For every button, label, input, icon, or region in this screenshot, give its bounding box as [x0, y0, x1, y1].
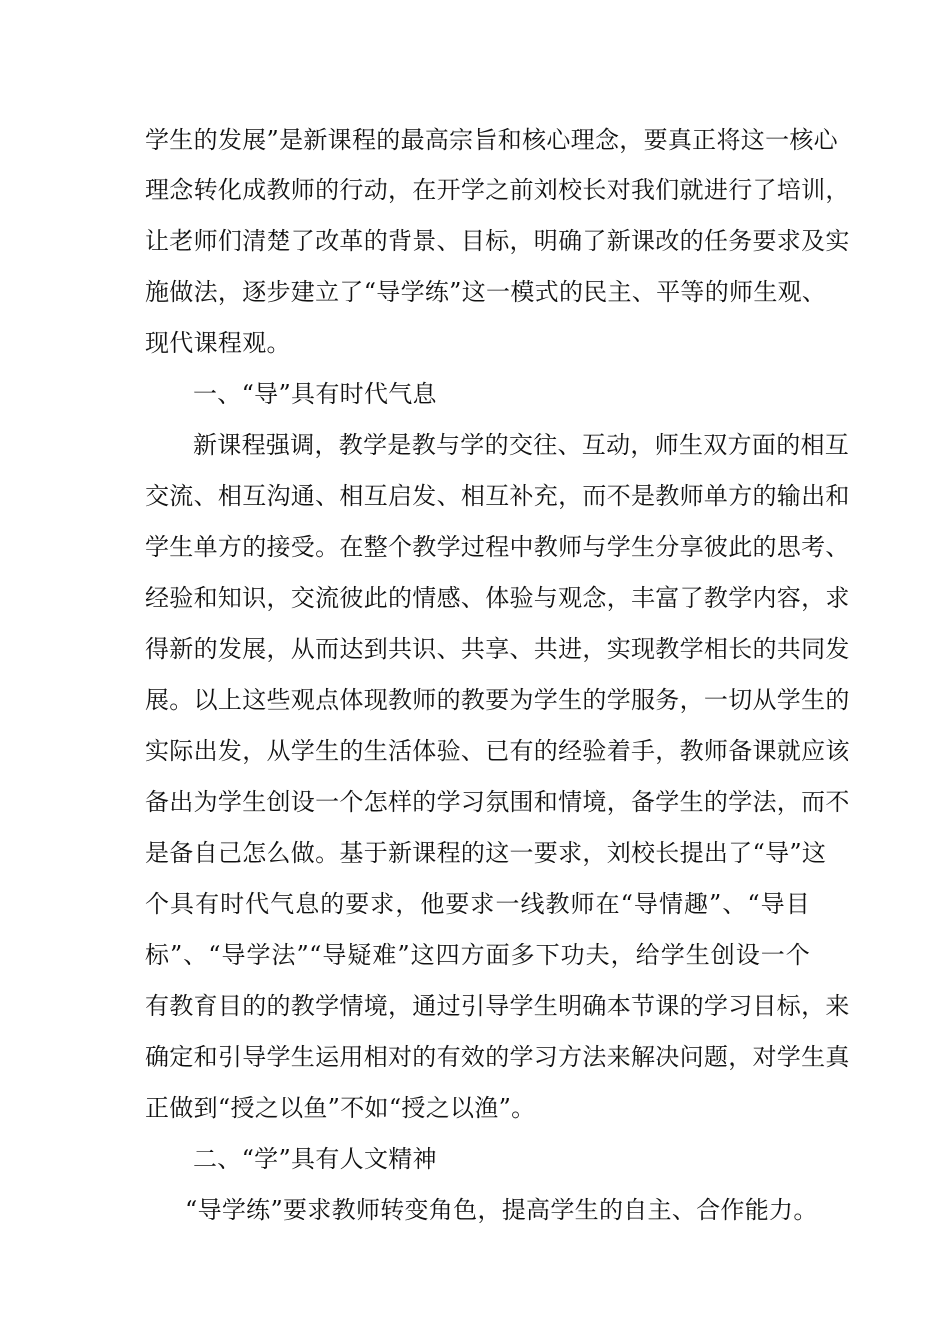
- intro-line-3: 让老师们清楚了改革的背景、目标，明确了新课改的任务要求及实: [145, 227, 850, 255]
- section1-line-11: 标”、“导学法”“导疑难”这四方面多下功夫，给学生创设一个: [145, 941, 810, 969]
- section1-line-7: 实际出发，从学生的生活体验、已有的经验着手，教师备课就应该: [145, 737, 850, 765]
- section1-line-2: 交流、相互沟通、相互启发、相互补充，而不是教师单方的输出和: [145, 482, 850, 510]
- section1-line-14: 正做到“授之以鱼”不如“授之以渔”。: [145, 1094, 536, 1122]
- section1-line-13: 确定和引导学生运用相对的有效的学习方法来解决问题，对学生真: [145, 1043, 850, 1071]
- section1-line-1: 新课程强调，教学是教与学的交往、互动，师生双方面的相互: [193, 431, 850, 459]
- section1-line-6: 展。以上这些观点体现教师的教要为学生的学服务，一切从学生的: [145, 686, 850, 714]
- intro-line-4: 施做法，逐步建立了“导学练”这一模式的民主、平等的师生观、: [145, 278, 827, 306]
- section1-line-5: 得新的发展，从而达到共识、共享、共进，实现教学相长的共同发: [145, 635, 850, 663]
- section1-line-3: 学生单方的接受。在整个教学过程中教师与学生分享彼此的思考、: [145, 533, 850, 561]
- intro-line-5: 现代课程观。: [145, 329, 291, 357]
- section-heading-1: 一、“导”具有时代气息: [193, 380, 437, 408]
- section2-line-1: “导学练”要求教师转变角色，提高学生的自主、合作能力。: [185, 1196, 818, 1224]
- intro-line-2: 理念转化成教师的行动，在开学之前刘校长对我们就进行了培训，: [145, 176, 850, 204]
- section1-line-12: 有教育目的的教学情境，通过引导学生明确本节课的学习目标，来: [145, 992, 850, 1020]
- section1-line-10: 个具有时代气息的要求，他要求一线教师在“导情趣”、“导目: [145, 890, 810, 918]
- section1-line-9: 是备自己怎么做。基于新课程的这一要求，刘校长提出了“导”这: [145, 839, 827, 867]
- section1-line-4: 经验和知识，交流彼此的情感、体验与观念，丰富了教学内容，求: [145, 584, 850, 612]
- intro-line-1: 学生的发展”是新课程的最高宗旨和核心理念，要真正将这一核心: [145, 126, 838, 154]
- section1-line-8: 备出为学生创设一个怎样的学习氛围和情境，备学生的学法，而不: [145, 788, 850, 816]
- section-heading-2: 二、“学”具有人文精神: [193, 1145, 437, 1173]
